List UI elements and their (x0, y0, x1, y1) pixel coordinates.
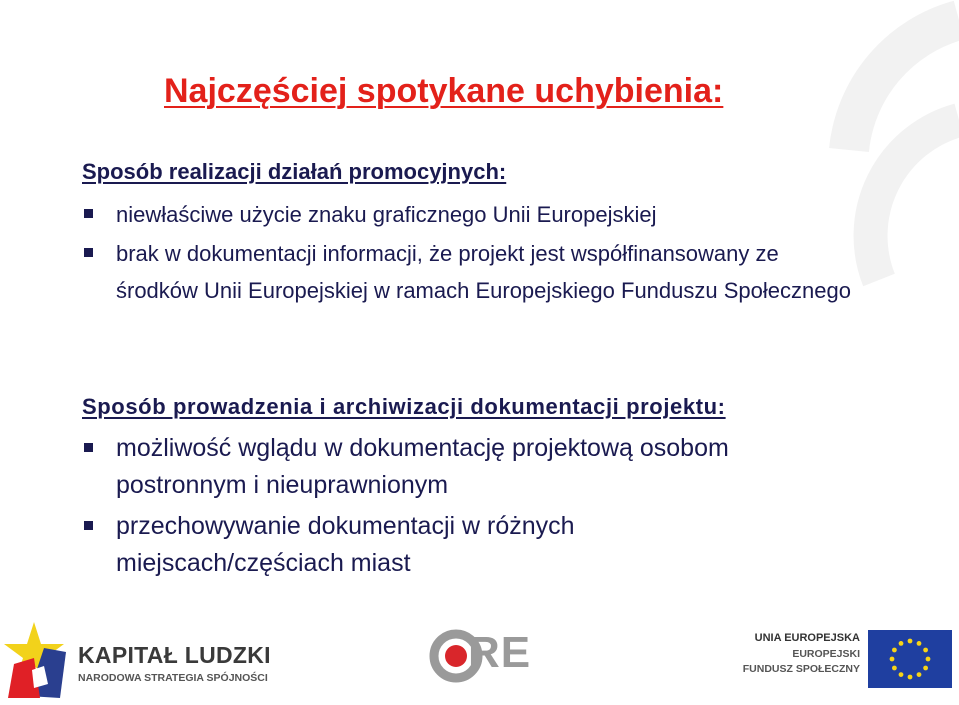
eu-logo-line2: EUROPEJSKI (792, 648, 860, 660)
square-bullet-icon (84, 209, 93, 218)
square-bullet-icon (84, 443, 93, 452)
kapital-ludzki-subtitle: NARODOWA STRATEGIA SPÓJNOŚCI (78, 672, 268, 684)
square-bullet-icon (84, 521, 93, 530)
list-item-text: brak w dokumentacji informacji, że projekt jest współfinansowany ze środków Unii Europejskiej w ramach Europejskiego Funduszu Społecznego (116, 241, 851, 303)
kapital-ludzki-title: KAPITAŁ LUDZKI (78, 642, 271, 668)
list-item-text: możliwość wglądu w dokumentację projektową osobom postronnym i nieuprawnionym (116, 434, 729, 499)
kapital-ludzki-logo (0, 612, 290, 702)
list-item (82, 235, 872, 345)
list-item (82, 196, 872, 236)
ore-logo-text: RE (468, 628, 532, 677)
kapital-ludzki-star-icon (4, 618, 70, 700)
list-item (82, 430, 872, 504)
eu-logo-line3: FUNDUSZ SPOŁECZNY (742, 663, 860, 675)
page-title: Najczęściej spotykane uchybienia: (164, 72, 724, 110)
list-item (82, 508, 872, 582)
list-item-text: przechowywanie dokumentacji w różnych miejscach/częściach miast (116, 512, 575, 577)
section-heading-promotion: Sposób realizacji działań promocyjnych: (82, 159, 507, 184)
eu-logo (700, 630, 958, 690)
list-item-text: niewłaściwe użycie znaku graficznego Unii Europejskiej (116, 202, 657, 227)
section-heading-archiving: Sposób prowadzenia i archiwizacji dokumentacji projektu: (82, 394, 726, 419)
square-bullet-icon (84, 248, 93, 257)
eu-flag-icon (868, 630, 952, 688)
eu-logo-line1: UNIA EUROPEJSKA (754, 632, 860, 644)
